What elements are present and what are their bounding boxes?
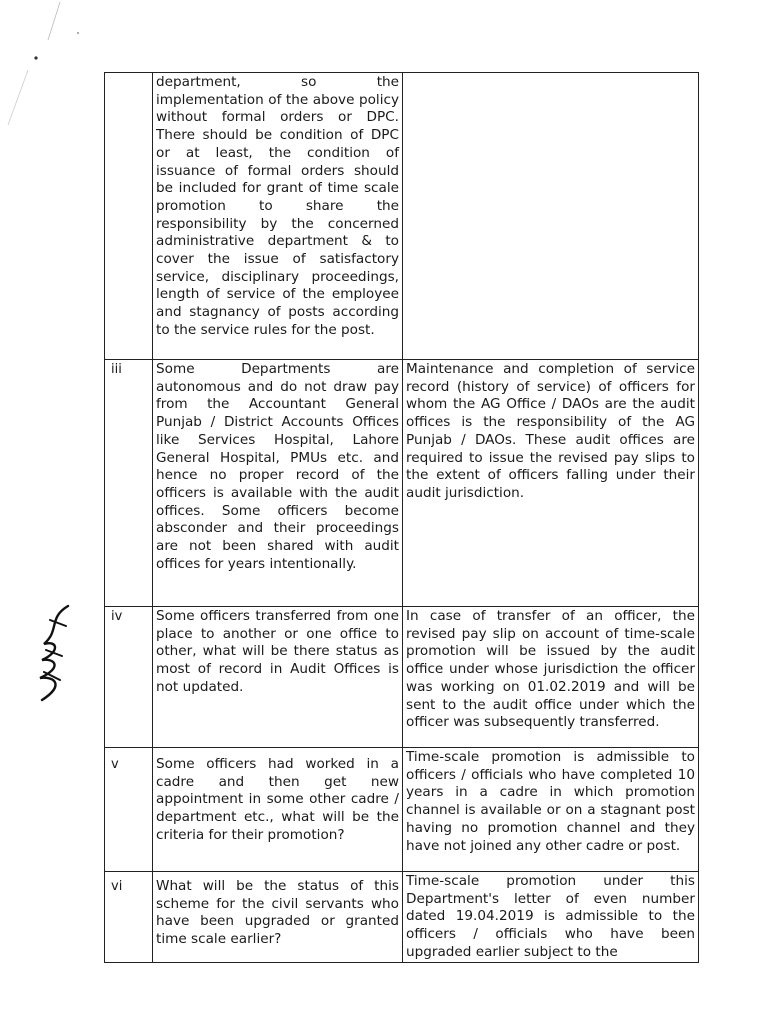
row-number <box>105 73 153 360</box>
response-text: Time-scale promotion is admissible to officers / officials who have completed 10 years in a cadre in which promotion channel is available or on a stagnant post having no promotion channel and they have not joined any other cadre or post. <box>403 748 699 872</box>
response-text: Time-scale promotion under this Department's letter of even number dated 19.04.2019 is admissible to the officers / officials who have been upgraded earlier subject to the <box>403 872 699 963</box>
response-text: In case of transfer of an officer, the revised pay slip on account of time-scale promotion will be issued by the audit office under whose jurisdiction the officer was working on 01.02.2019 and will be sent to the audit office under which the officer was subsequently transferred. <box>403 607 699 748</box>
response-text: Maintenance and completion of service record (history of service) of officers for whom the AG Office / DAOs are the audit offices is the responsibility of the AG Punjab / DAOs. These audit offices are required to issue the revised pay slips to the extent of officers falling under their audit jurisdiction. <box>403 360 699 607</box>
scan-artifact-lines <box>0 0 90 130</box>
table-row <box>105 73 699 360</box>
row-number: v <box>105 748 153 872</box>
row-number: iii <box>105 360 153 607</box>
issue-text: department, so the implementation of the above policy without formal orders or DPC. There should be condition of DPC or at least, the condition of issuance of formal orders should be included for grant of time scale promotion to share the responsibility by the concerned administrative department & to cover the issue of satisfactory service, disciplinary proceedings, length of service of the employee and stagnancy of posts according to the service rules for the post. <box>153 73 403 360</box>
table-row <box>105 607 699 748</box>
response-text <box>403 73 699 360</box>
row-number: iv <box>105 607 153 748</box>
table-row <box>105 748 699 872</box>
row-number: vi <box>105 872 153 963</box>
handwritten-initials-graphic <box>30 600 80 710</box>
table-row <box>105 872 699 963</box>
issue-text: What will be the status of this scheme for the civil servants who have been upgraded or granted time scale earlier? <box>153 872 403 963</box>
clarification-table <box>104 72 699 963</box>
issue-text: Some officers transferred from one place to another or one office to other, what will be there status as most of record in Audit Offices is not updated. <box>153 607 403 748</box>
issue-text: Some Departments are autonomous and do not draw pay from the Accountant General Punjab / District Accounts Offices like Services Hospital, Lahore General Hospital, PMUs etc. and hence no proper record of the officers is available with the audit offices. Some officers become absconder and their proceedings are not been shared with audit offices for years intentionally. <box>153 360 403 607</box>
table-row <box>105 360 699 607</box>
issue-text: Some officers had worked in a cadre and then get new appointment in some other cadre / department etc., what will be the criteria for their promotion? <box>153 748 403 872</box>
